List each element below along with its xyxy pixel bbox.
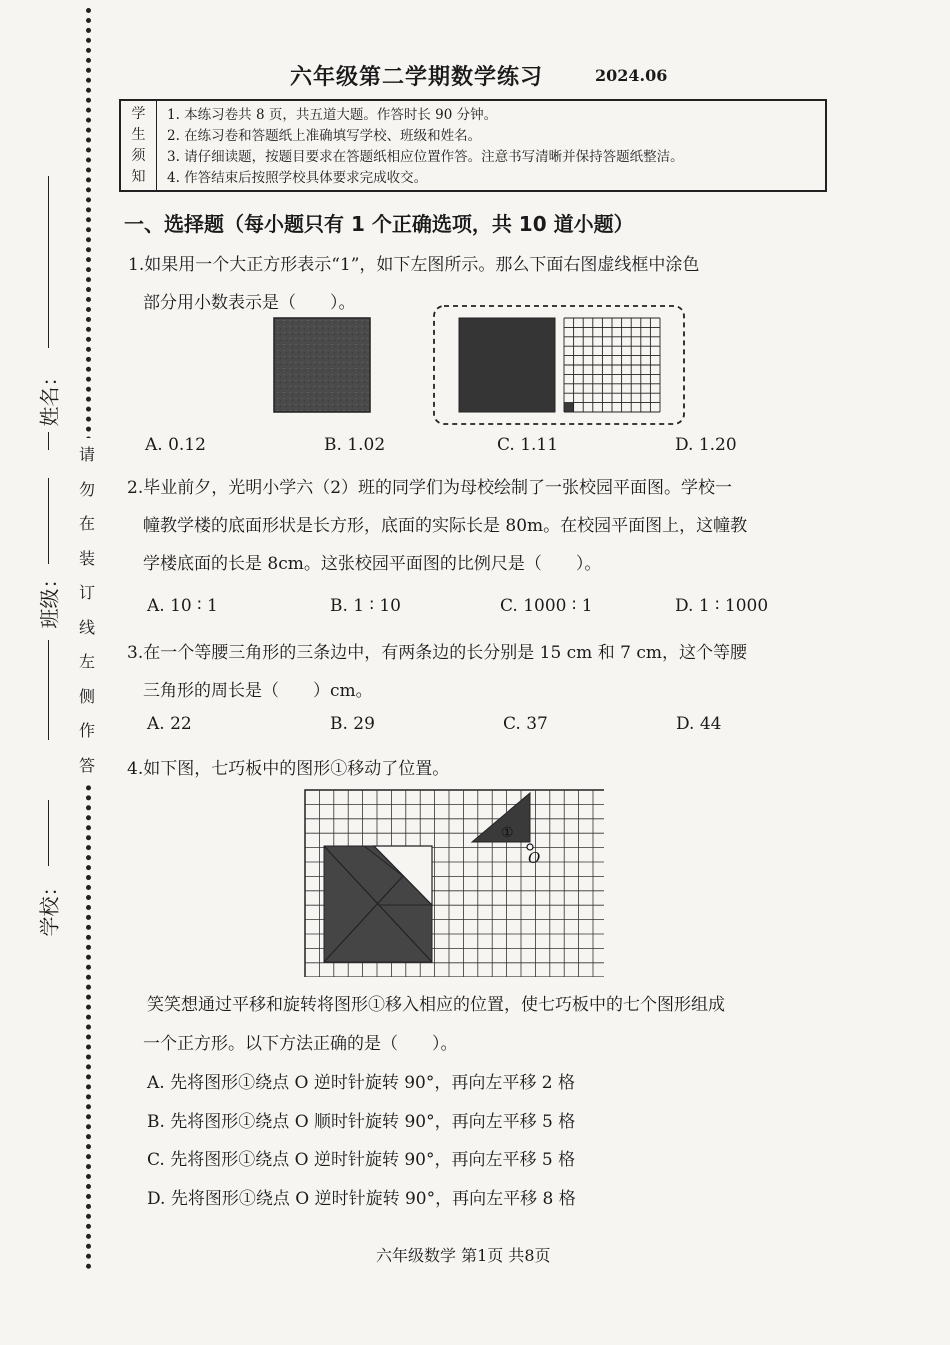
school-field[interactable] bbox=[10, 800, 62, 940]
page-title: 六年级第二学期数学练习 bbox=[290, 65, 544, 90]
question-2-line-2: 幢教学楼的底面形状是长方形，底面的实际长是 80m。在校园平面图上，这幢教 bbox=[143, 516, 748, 536]
q4-option-a[interactable]: A. 先将图形①绕点 O 逆时针旋转 90°，再向左平移 2 格 bbox=[147, 1073, 575, 1093]
question-4-line-1: 4.如下图，七巧板中的图形①移动了位置。 bbox=[127, 759, 450, 779]
question-4-line-2: 笑笑想通过平移和旋转将图形①移入相应的位置，使七巧板中的七个图形组成 bbox=[147, 995, 725, 1015]
name-underline-lower bbox=[48, 432, 49, 450]
section-title: 一、选择题（每小题只有 1 个正确选项，共 10 道小题） bbox=[124, 212, 634, 236]
tangram-figure bbox=[304, 789, 604, 977]
name-field[interactable] bbox=[10, 170, 62, 450]
point-o-label: O bbox=[528, 849, 541, 867]
q1-option-c[interactable]: C. 1.11 bbox=[497, 435, 559, 455]
q3-option-a[interactable]: A. 22 bbox=[147, 714, 192, 734]
page-footer: 六年级数学 第1页 共8页 bbox=[376, 1246, 551, 1265]
q3-option-d[interactable]: D. 44 bbox=[676, 714, 722, 734]
full-shaded-square bbox=[459, 318, 555, 412]
q3-option-b[interactable]: B. 29 bbox=[330, 714, 375, 734]
class-field[interactable] bbox=[10, 470, 62, 770]
exam-date: 2024.06 bbox=[595, 66, 668, 85]
shaded-grid-cell bbox=[564, 403, 574, 412]
question-1-line-1: 1.如果用一个大正方形表示“1”，如下左图所示。那么下面右图虚线框中涂色 bbox=[128, 255, 700, 275]
shape-1-label: ① bbox=[501, 825, 514, 841]
q4-option-b[interactable]: B. 先将图形①绕点 O 顺时针旋转 90°，再向左平移 5 格 bbox=[147, 1112, 576, 1132]
q2-option-d[interactable]: D. 1 ∶ 1000 bbox=[675, 596, 769, 616]
school-label: 学校： bbox=[37, 876, 62, 937]
question-3-line-2: 三角形的周长是（ ）cm。 bbox=[143, 681, 373, 701]
question-4-line-3: 一个正方形。以下方法正确的是（ ）。 bbox=[143, 1034, 458, 1054]
notice-item: 3. 请仔细读题，按题目要求在答题纸相应位置作答。注意书写清晰并保持答题纸整洁。 bbox=[167, 149, 684, 165]
notice-item: 1. 本练习卷共 8 页，共五道大题。作答时长 90 分钟。 bbox=[167, 107, 498, 123]
q2-option-b[interactable]: B. 1 ∶ 10 bbox=[330, 596, 401, 616]
question-2-line-3: 学楼底面的长是 8cm。这张校园平面图的比例尺是（ ）。 bbox=[143, 554, 602, 574]
notice-items bbox=[167, 105, 684, 189]
notice-item: 4. 作答结束后按照学校具体要求完成收交。 bbox=[167, 170, 428, 186]
q2-option-a[interactable]: A. 10 ∶ 1 bbox=[147, 596, 218, 616]
school-underline bbox=[48, 800, 49, 866]
q4-option-d[interactable]: D. 先将图形①绕点 O 逆时针旋转 90°，再向左平移 8 格 bbox=[147, 1189, 576, 1209]
tangram-square bbox=[324, 846, 432, 962]
class-underline-lower bbox=[48, 640, 49, 740]
notice-item: 2. 在练习卷和答题纸上准确填写学校、班级和姓名。 bbox=[167, 128, 482, 144]
unit-square bbox=[274, 318, 370, 412]
q2-option-c[interactable]: C. 1000 ∶ 1 bbox=[500, 596, 593, 616]
question-1-line-2: 部分用小数表示是（ ）。 bbox=[143, 293, 356, 313]
name-label: 姓名： bbox=[37, 366, 62, 427]
student-notice-box bbox=[119, 99, 827, 192]
question-2-line-1: 2.毕业前夕，光明小学六（2）班的同学们为母校绘制了一张校园平面图。学校一 bbox=[127, 478, 733, 498]
q1-option-d[interactable]: D. 1.20 bbox=[675, 435, 737, 455]
binding-warning: 请 勿 在 装 订 线 左 侧 作 答 bbox=[74, 438, 100, 783]
q4-option-c[interactable]: C. 先将图形①绕点 O 逆时针旋转 90°，再向左平移 5 格 bbox=[147, 1150, 576, 1170]
class-label: 班级： bbox=[37, 568, 62, 629]
q1-option-a[interactable]: A. 0.12 bbox=[145, 435, 206, 455]
question-3-line-1: 3.在一个等腰三角形的三条边中，有两条边的长分别是 15 cm 和 7 cm，这个等腰 bbox=[127, 643, 747, 663]
hundred-grid bbox=[564, 318, 660, 412]
q3-option-c[interactable]: C. 37 bbox=[503, 714, 548, 734]
q1-option-b[interactable]: B. 1.02 bbox=[324, 435, 386, 455]
class-underline bbox=[48, 478, 49, 564]
question-1-figure bbox=[270, 300, 690, 430]
name-underline bbox=[48, 176, 49, 348]
notice-heading: 学 生 须 知 bbox=[121, 101, 157, 190]
